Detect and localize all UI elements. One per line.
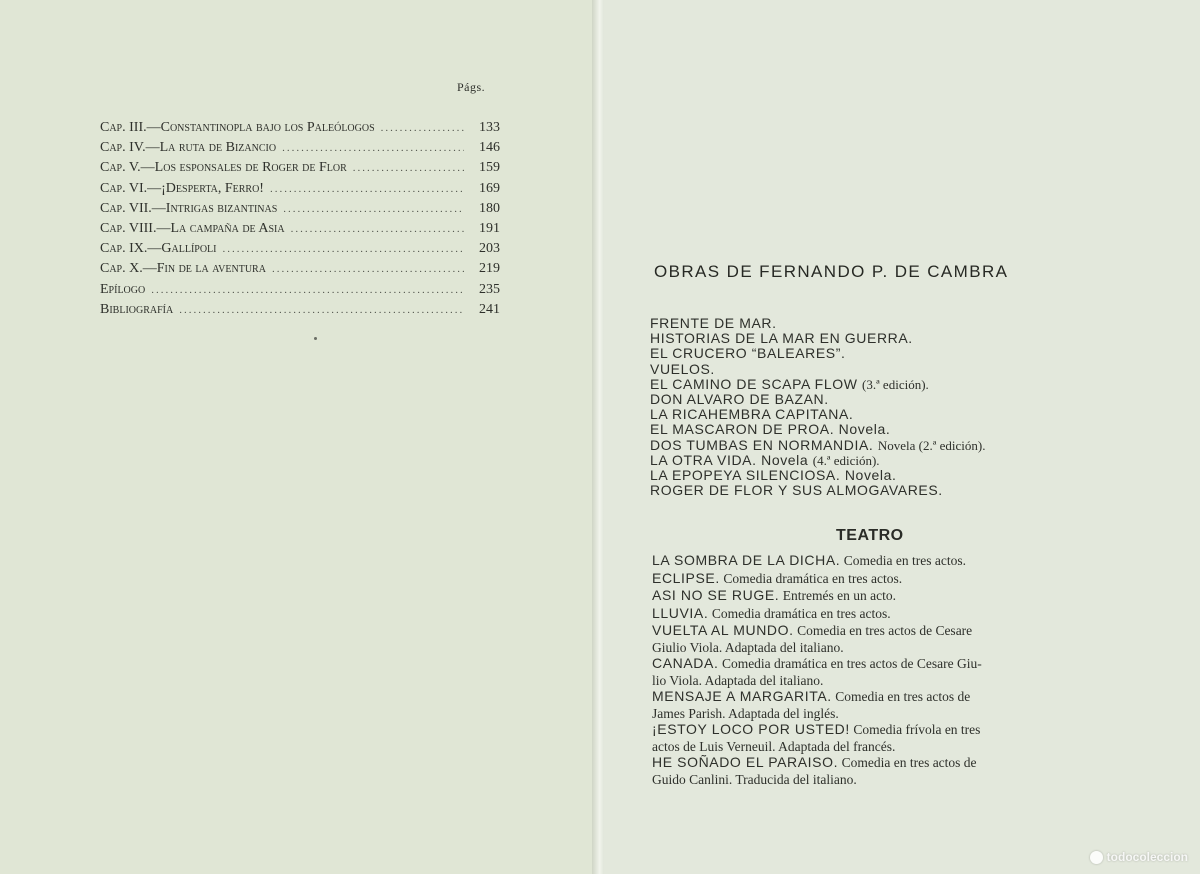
toc-entry-page: 159	[479, 160, 500, 176]
toc-entry-label: Cap. IX.—Gallípoli	[100, 241, 217, 257]
play-title: CANADA.	[652, 655, 719, 671]
toc-entry-label: Cap. IV.—La ruta de Bizancio	[100, 140, 277, 156]
work-note: Novela (2.ª edición).	[877, 437, 986, 453]
toc-entry-label: Cap. V.—Los esponsales de Roger de Flor	[100, 160, 347, 176]
watermark	[1090, 850, 1188, 864]
work-item	[650, 316, 1110, 331]
work-title: EL CAMINO DE SCAPA FLOW	[650, 375, 858, 392]
toc-entry	[100, 120, 500, 140]
play-title: VUELTA AL MUNDO.	[652, 622, 794, 638]
work-title: LA OTRA VIDA. Novela	[650, 451, 809, 468]
toc-entry	[100, 241, 500, 261]
work-note: (4.ª edición).	[812, 452, 880, 468]
toc-entry-label: Epílogo	[100, 281, 146, 297]
play-description: Entremés en un acto.	[782, 588, 896, 603]
play-entry	[652, 722, 1104, 754]
toc-leader-dots	[272, 263, 464, 275]
toc-entry	[100, 221, 500, 241]
work-item	[650, 377, 1110, 392]
play-description: Comedia dramática en tres actos de Cesare Giu-	[721, 656, 982, 671]
play-description-continued: lio Viola. Adaptada del italiano.	[652, 672, 824, 688]
work-item	[650, 483, 1110, 498]
toc-entry-page: 235	[479, 281, 500, 297]
work-item	[650, 392, 1110, 407]
play-description: Comedia dramática en tres actos.	[723, 570, 903, 586]
toc-leader-dots	[223, 243, 465, 255]
teatro-heading: TEATRO	[836, 527, 904, 544]
play-description-continued: James Parish. Adaptada del inglés.	[652, 705, 839, 721]
play-description: Comedia en tres actos.	[843, 553, 966, 568]
toc-leader-dots	[381, 122, 464, 134]
play-entry	[652, 571, 1104, 588]
play-entry	[652, 689, 1104, 721]
toc-entry	[100, 181, 500, 201]
play-entry	[652, 588, 1104, 605]
play-title: MENSAJE A MARGARITA.	[652, 688, 832, 704]
play-title: ASI NO SE RUGE.	[652, 587, 780, 603]
toc-entry	[100, 201, 500, 221]
toc-entry	[100, 302, 500, 322]
toc-leader-dots	[282, 142, 464, 154]
toc-entry-label: Cap. III.—Constantinopla bajo los Paleólogos	[100, 120, 375, 135]
work-title: DON ALVARO DE BAZAN.	[650, 391, 829, 408]
toc-entry-page: 203	[479, 241, 500, 257]
play-entry	[652, 606, 1104, 623]
toc-entry-page: 241	[479, 301, 500, 317]
play-description: Comedia frívola en tres	[853, 722, 981, 737]
works-title: OBRAS DE FERNANDO P. DE CAMBRA	[654, 262, 1009, 281]
work-title: LA EPOPEYA SILENCIOSA. Novela.	[650, 467, 897, 484]
play-description-continued: actos de Luis Verneuil. Adaptada del francés.	[652, 738, 896, 754]
toc-pages-header: Págs.	[457, 80, 486, 94]
work-title: VUELOS.	[650, 360, 715, 377]
toc-entry-page: 133	[479, 120, 500, 135]
table-of-contents	[100, 120, 500, 322]
play-title: ECLIPSE.	[652, 569, 720, 586]
work-item	[650, 407, 1110, 422]
ink-speck	[314, 337, 317, 340]
play-title: LA SOMBRA DE LA DICHA.	[652, 552, 841, 568]
play-title: LLUVIA.	[652, 604, 709, 621]
toc-leader-dots	[179, 304, 464, 316]
work-title: HISTORIAS DE LA MAR EN GUERRA.	[650, 330, 913, 347]
work-title: EL CRUCERO “BALEARES”.	[650, 345, 846, 362]
toc-entry-label: Cap. VI.—¡Desperta, Ferro!	[100, 180, 264, 196]
toc-leader-dots	[151, 284, 464, 296]
left-page	[0, 0, 596, 874]
plays-list	[652, 553, 1104, 788]
toc-entry-page: 169	[479, 180, 500, 196]
play-description: Comedia en tres actos de	[835, 689, 971, 704]
play-entry	[652, 755, 1104, 787]
toc-entry-label: Cap. VII.—Intrigas bizantinas	[100, 200, 278, 216]
play-entry	[652, 553, 1104, 570]
play-title: ¡ESTOY LOCO POR USTED!	[652, 721, 850, 737]
toc-leader-dots	[291, 223, 464, 235]
toc-leader-dots	[270, 183, 464, 195]
work-item	[650, 346, 1110, 361]
toc-entry-label: Cap. VIII.—La campaña de Asia	[100, 220, 285, 236]
work-item	[650, 422, 1110, 437]
work-title: FRENTE DE MAR.	[650, 315, 777, 331]
work-item	[650, 331, 1110, 346]
play-description: Comedia dramática en tres actos.	[711, 605, 891, 621]
play-description-continued: Giulio Viola. Adaptada del italiano.	[652, 639, 844, 655]
work-title: DOS TUMBAS EN NORMANDIA.	[650, 436, 874, 453]
toc-entry-label: Cap. X.—Fin de la aventura	[100, 261, 266, 277]
play-title: HE SOÑADO EL PARAISO.	[652, 754, 839, 770]
toc-entry-page: 191	[479, 220, 500, 236]
work-item	[650, 438, 1110, 453]
toc-entry	[100, 140, 500, 160]
work-item	[650, 468, 1110, 483]
play-description: Comedia en tres actos de	[841, 755, 977, 770]
work-title: EL MASCARON DE PROA. Novela.	[650, 421, 891, 438]
work-title: LA RICAHEMBRA CAPITANA.	[650, 406, 854, 423]
watermark-logo-icon	[1090, 851, 1103, 864]
work-title: ROGER DE FLOR Y SUS ALMOGAVARES.	[650, 482, 943, 499]
work-note: (3.ª edición).	[862, 376, 929, 392]
toc-entry	[100, 261, 500, 281]
toc-entry-label: Bibliografía	[100, 301, 174, 317]
play-entry	[652, 623, 1104, 655]
toc-entry-page: 180	[479, 200, 500, 216]
play-entry	[652, 656, 1104, 688]
works-list	[650, 316, 1110, 498]
watermark-text: todocoleccion	[1106, 850, 1188, 864]
work-item	[650, 453, 1110, 468]
play-description-continued: Guido Canlini. Traducida del italiano.	[652, 771, 857, 787]
toc-entry	[100, 282, 500, 302]
play-description: Comedia en tres actos de Cesare	[797, 623, 973, 638]
toc-entry-page: 146	[479, 140, 500, 156]
toc-leader-dots	[283, 203, 464, 215]
toc-entry-page: 219	[479, 261, 500, 277]
toc-leader-dots	[353, 162, 464, 174]
toc-entry	[100, 160, 500, 180]
work-item	[650, 362, 1110, 377]
